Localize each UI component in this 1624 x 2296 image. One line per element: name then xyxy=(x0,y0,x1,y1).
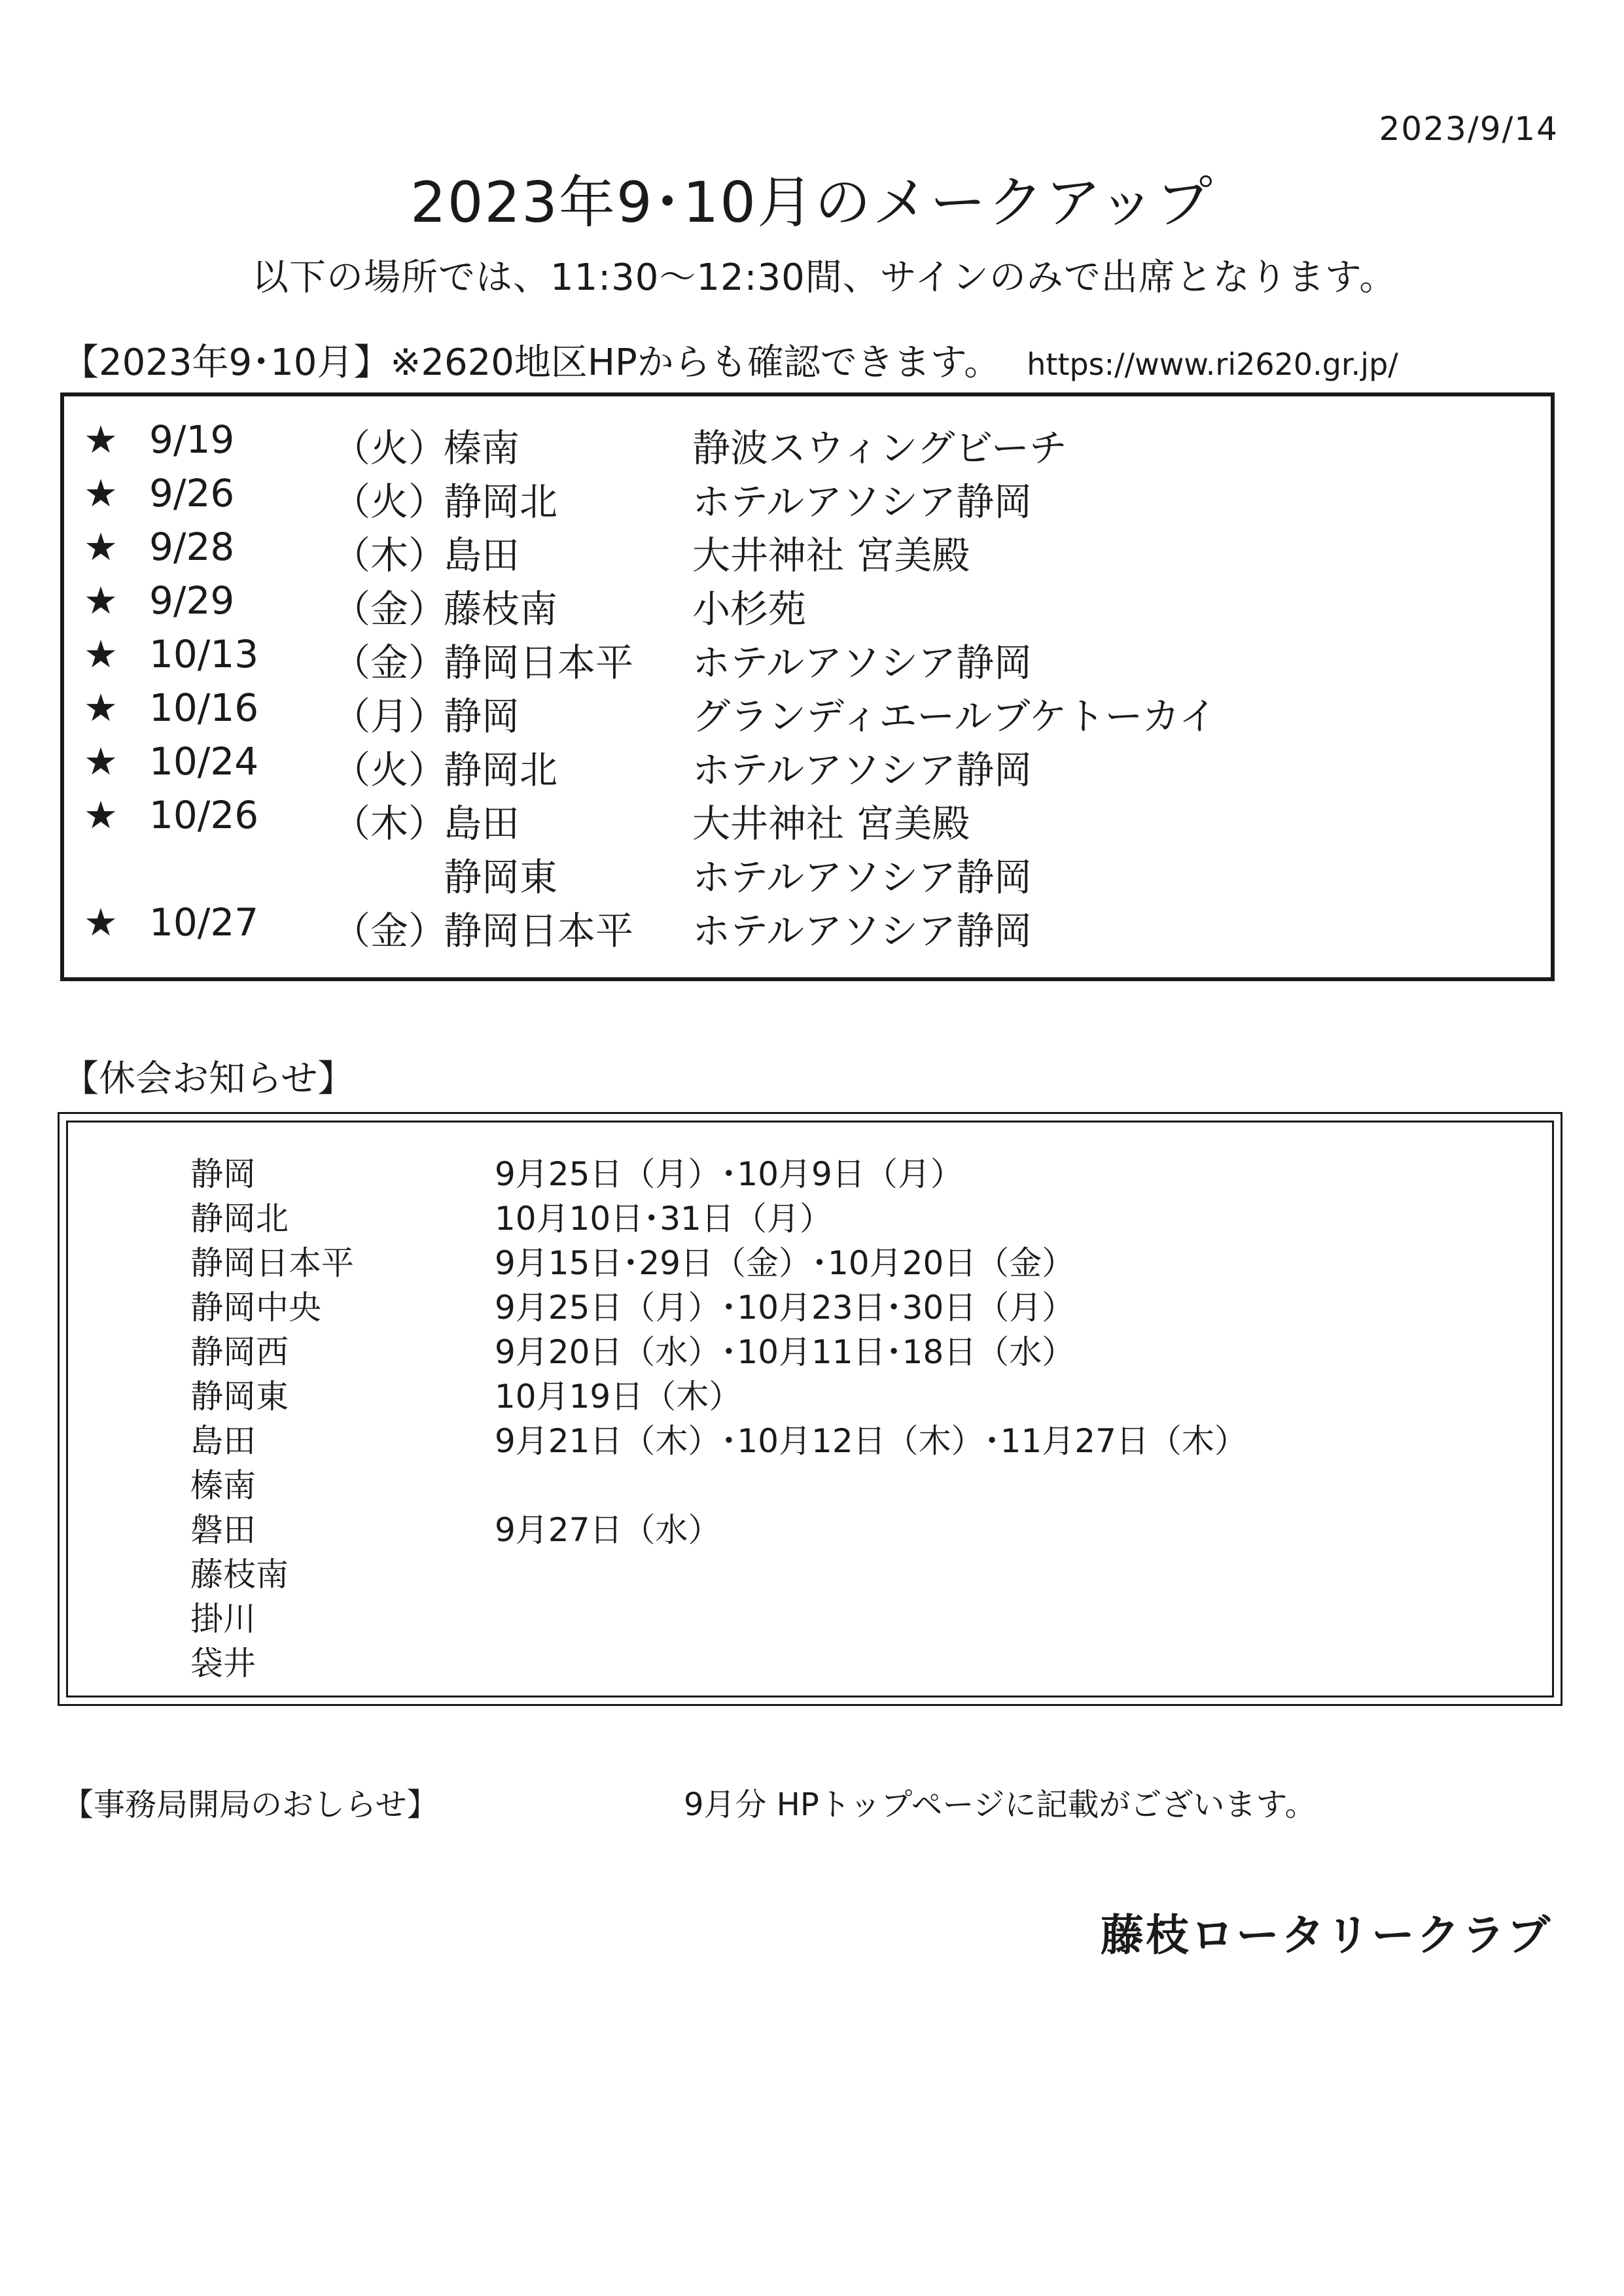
office-notice-label: 【事務局開局のおしらせ】 xyxy=(62,1786,438,1823)
closure-club: 静岡東 xyxy=(190,1378,289,1416)
makeup-club: 藤枝南 xyxy=(444,587,558,631)
star-icon: ★ xyxy=(84,686,118,730)
makeup-weekday: （火） xyxy=(332,479,447,524)
district-url: https://www.ri2620.gr.jp/ xyxy=(1027,347,1398,382)
makeup-weekday: （金） xyxy=(332,587,447,631)
makeup-weekday: （木） xyxy=(332,533,447,578)
closure-dates: 9月25日（月）･10月9日（月） xyxy=(495,1155,963,1193)
makeup-club: 静岡東 xyxy=(444,855,558,899)
makeup-date: 9/26 xyxy=(149,471,235,515)
closure-club: 静岡西 xyxy=(190,1333,289,1371)
makeup-club: 静岡北 xyxy=(444,479,558,524)
makeup-venue: 小杉苑 xyxy=(692,587,807,631)
office-notice-text: 9月分 HPトップページに記載がございます。 xyxy=(684,1786,1316,1823)
makeup-venue: ホテルアソシア静岡 xyxy=(692,909,1033,953)
closure-club: 静岡中央 xyxy=(190,1289,321,1327)
makeup-date: 10/24 xyxy=(149,739,259,784)
closure-club: 静岡 xyxy=(190,1155,256,1193)
makeup-venue: ホテルアソシア静岡 xyxy=(692,855,1033,899)
makeup-club: 静岡北 xyxy=(444,748,558,792)
makeup-venue: 大井神社 宮美殿 xyxy=(692,533,970,578)
makeup-club: 静岡日本平 xyxy=(444,909,634,953)
closure-club: 静岡北 xyxy=(190,1200,289,1238)
page-subtitle: 以下の場所では、11:30～12:30間、サインのみで出席となります。 xyxy=(252,256,1397,299)
star-icon: ★ xyxy=(84,525,118,569)
closure-club: 掛川 xyxy=(190,1600,256,1638)
makeup-venue: グランディエールブケトーカイ xyxy=(692,694,1217,739)
makeup-club: 島田 xyxy=(444,801,520,846)
closure-dates: 10月19日（木） xyxy=(495,1378,742,1416)
makeup-date: 10/13 xyxy=(149,632,259,676)
makeup-date: 9/28 xyxy=(149,525,235,569)
closure-club: 磐田 xyxy=(190,1511,256,1549)
closure-box xyxy=(58,1112,1562,1706)
star-icon: ★ xyxy=(84,793,118,837)
makeup-date: 10/16 xyxy=(149,686,259,730)
closure-dates: 9月20日（水）･10月11日･18日（水） xyxy=(495,1333,1075,1371)
closure-dates: 9月21日（木）･10月12日（木）･11月27日（木） xyxy=(495,1422,1247,1460)
closure-dates: 10月10日･31日（月） xyxy=(495,1200,832,1238)
makeup-weekday: （火） xyxy=(332,426,447,470)
makeup-club: 静岡日本平 xyxy=(444,640,634,685)
closure-dates: 9月15日･29日（金）･10月20日（金） xyxy=(495,1244,1075,1282)
makeup-venue: ホテルアソシア静岡 xyxy=(692,748,1033,792)
closure-club: 静岡日本平 xyxy=(190,1244,354,1282)
makeup-weekday: （金） xyxy=(332,909,447,953)
makeup-date: 10/26 xyxy=(149,793,259,837)
makeup-weekday: （金） xyxy=(332,640,447,685)
closure-club: 榛南 xyxy=(190,1467,256,1505)
makeup-weekday: （木） xyxy=(332,801,447,846)
makeup-schedule-box xyxy=(60,392,1555,981)
makeup-heading xyxy=(62,334,1398,386)
star-icon: ★ xyxy=(84,471,118,515)
star-icon: ★ xyxy=(84,900,118,945)
makeup-club: 静岡 xyxy=(444,694,520,739)
page-title: 2023年9･10月のメークアップ xyxy=(410,170,1214,235)
makeup-club: 榛南 xyxy=(444,426,520,470)
star-icon: ★ xyxy=(84,632,118,676)
makeup-club: 島田 xyxy=(444,533,520,578)
star-icon: ★ xyxy=(84,739,118,784)
star-icon: ★ xyxy=(84,578,118,623)
makeup-venue: 大井神社 宮美殿 xyxy=(692,801,970,846)
club-signature: 藤枝ロータリークラブ xyxy=(1101,1910,1552,1960)
closure-club: 袋井 xyxy=(190,1644,256,1682)
closure-heading: 【休会お知らせ】 xyxy=(62,1058,355,1100)
makeup-venue: 静波スウィングビーチ xyxy=(692,426,1068,470)
makeup-weekday: （火） xyxy=(332,748,447,792)
document-date: 2023/9/14 xyxy=(1379,110,1559,148)
closure-dates: 9月27日（水） xyxy=(495,1511,721,1549)
star-icon: ★ xyxy=(84,417,118,462)
makeup-date: 9/29 xyxy=(149,578,235,623)
makeup-heading-text: 【2023年9･10月】※2620地区HPからも確認できます。 xyxy=(62,341,1001,384)
makeup-venue: ホテルアソシア静岡 xyxy=(692,640,1033,685)
makeup-date: 9/19 xyxy=(149,417,235,462)
closure-dates: 9月25日（月）･10月23日･30日（月） xyxy=(495,1289,1075,1327)
closure-club: 島田 xyxy=(190,1422,256,1460)
closure-club: 藤枝南 xyxy=(190,1556,289,1593)
makeup-venue: ホテルアソシア静岡 xyxy=(692,479,1033,524)
makeup-date: 10/27 xyxy=(149,900,259,945)
makeup-weekday: （月） xyxy=(332,694,447,739)
